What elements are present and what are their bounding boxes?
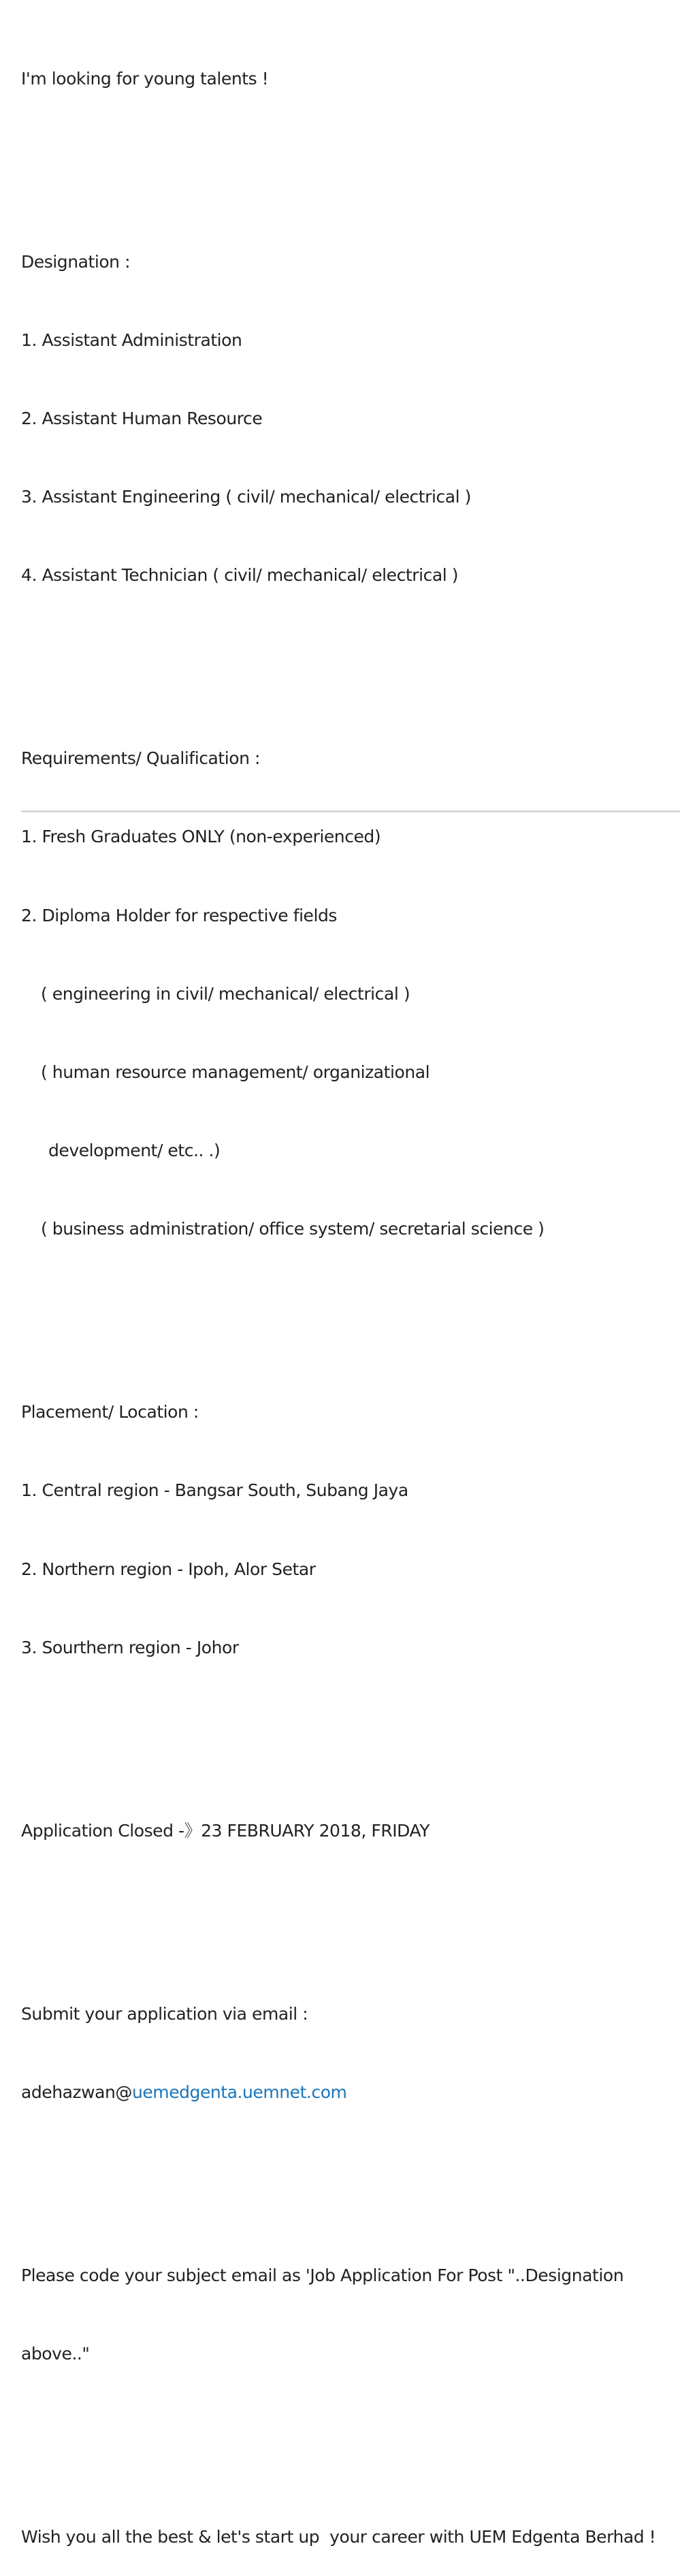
- blank-line: [21, 641, 668, 667]
- designation-heading: Designation :: [21, 251, 131, 272]
- blank-line: [21, 2419, 668, 2445]
- application-deadline: Application Closed -》23 FEBRUARY 2018, FRIDAY: [21, 1820, 430, 1841]
- blank-line: [21, 2158, 668, 2184]
- submit-label: Submit your application via email :: [21, 2003, 308, 2024]
- placement-item: 1. Central region - Bangsar South, Subang Jaya: [21, 1480, 408, 1501]
- requirement-field: ( engineering in civil/ mechanical/ electrical ): [41, 983, 410, 1004]
- designation-item: 1. Assistant Administration: [21, 330, 242, 350]
- requirement-item: 2. Diploma Holder for respective fields: [21, 905, 337, 925]
- designation-item: 3. Assistant Engineering ( civil/ mechanical/ electrical ): [21, 487, 471, 507]
- requirement-field-continued: development/ etc.. .): [48, 1141, 221, 1161]
- post-body: [21, 14, 668, 2576]
- post-intro: I'm looking for young talents !: [21, 68, 269, 89]
- blank-line: [21, 144, 668, 170]
- closing-message: Wish you all the best & let's start up your career with UEM Edgenta Berhad !: [21, 2526, 656, 2547]
- designation-item: 2. Assistant Human Resource: [21, 409, 263, 429]
- requirement-field: ( business administration/ office system/ secretarial science ): [41, 1219, 545, 1239]
- blank-line: [21, 1896, 668, 1922]
- requirement-field: ( human resource management/ organizational: [41, 1062, 430, 1083]
- bottom-divider: [21, 810, 680, 812]
- designation-item: 4. Assistant Technician ( civil/ mechanical/ electrical ): [21, 565, 459, 586]
- placement-item: 3. Sourthern region - Johor: [21, 1637, 239, 1657]
- requirements-heading: Requirements/ Qualification :: [21, 748, 260, 769]
- email-user: adehazwan@: [21, 2082, 132, 2102]
- placement-item: 2. Northern region - Ipoh, Alor Setar: [21, 1559, 316, 1579]
- blank-line: [21, 1295, 668, 1321]
- subject-instruction-continued: above..": [21, 2343, 90, 2364]
- email-domain-link[interactable]: uemedgenta.uemnet.com: [131, 2082, 347, 2102]
- placement-heading: Placement/ Location :: [21, 1402, 199, 1422]
- requirement-item: 1. Fresh Graduates ONLY (non-experienced): [21, 827, 381, 847]
- blank-line: [21, 1713, 668, 1739]
- submit-email: [21, 2080, 668, 2105]
- subject-instruction: Please code your subject email as 'Job Application For Post "..Designation: [21, 2265, 624, 2285]
